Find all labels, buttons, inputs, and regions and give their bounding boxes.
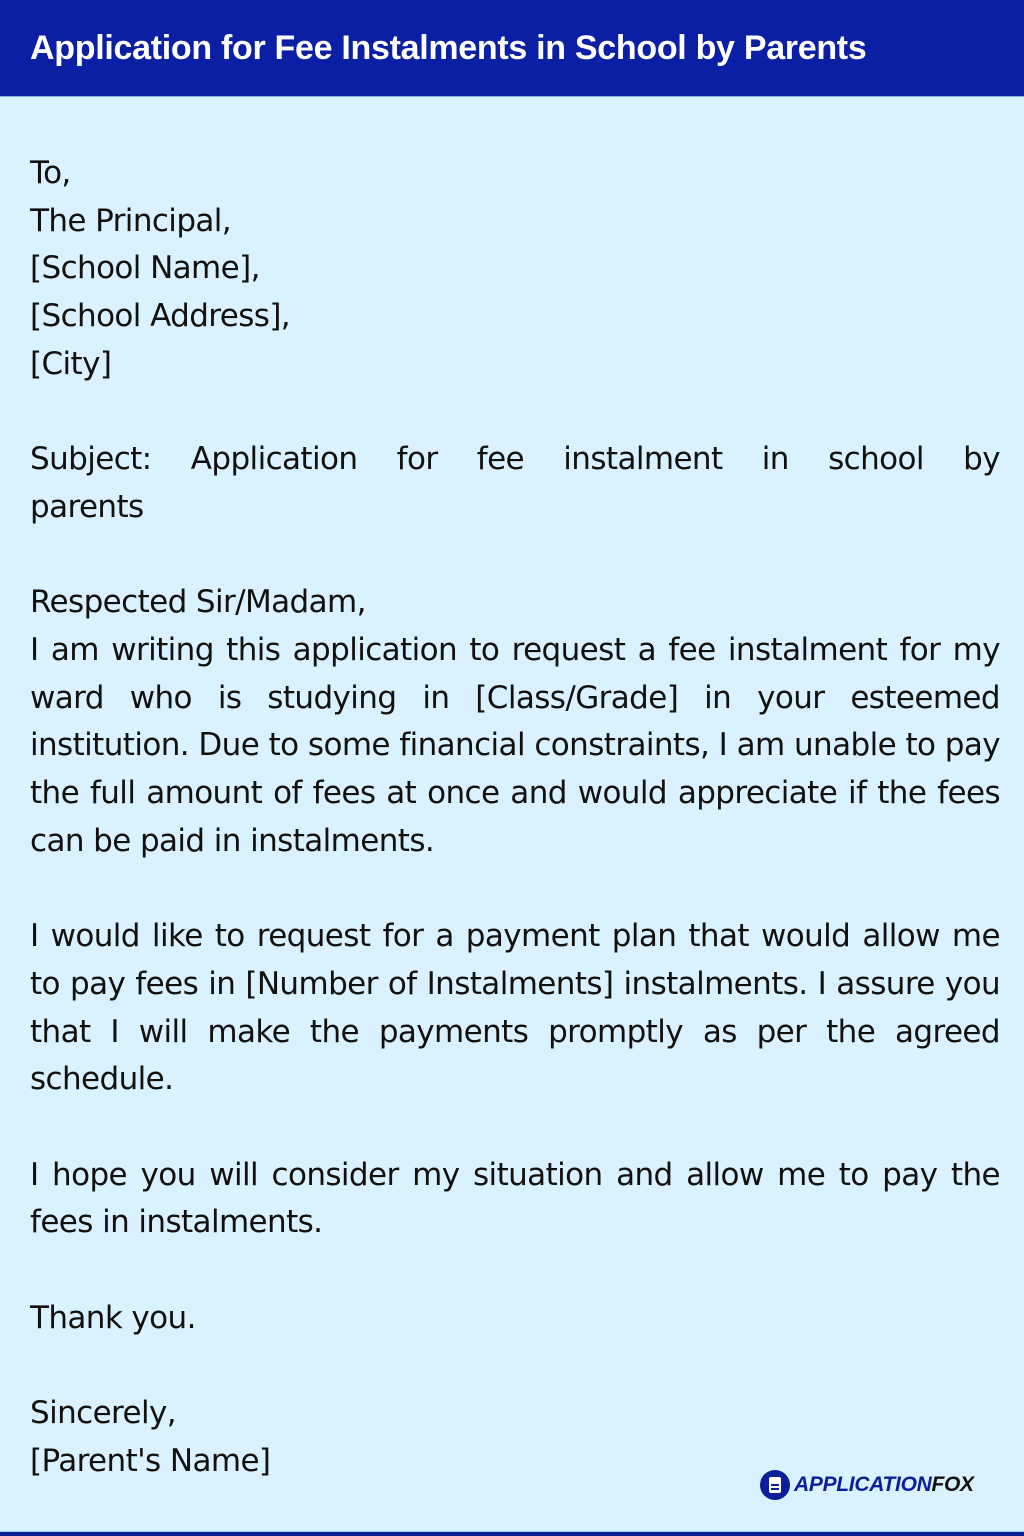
body-paragraph-3: I hope you will consider my situation and allow me to pay the fees in instalments. <box>30 1156 1000 1241</box>
address-line: [School Address], <box>30 298 291 335</box>
body-paragraph-1: I am writing this application to request a fee instalment for my ward who is studying in [Class/Grade] in your esteemed institution. Due to some financial constraints, I am unable to pay the full amount of fees at once and would appreciate if the fees can be paid in instalments. <box>30 632 1000 859</box>
address-line: The Principal, <box>30 202 232 239</box>
address-line: [City] <box>30 345 112 382</box>
spacer <box>30 532 1000 580</box>
spacer <box>30 1247 1000 1295</box>
logo-text-fox: FOX <box>931 1473 974 1496</box>
spacer <box>30 1104 1000 1152</box>
spacer <box>30 866 1000 914</box>
subject-line: Subject: Application for fee instalment in school by parents <box>30 441 1000 525</box>
bottom-border <box>0 1531 1024 1536</box>
spacer <box>30 389 1000 437</box>
closing: Sincerely, <box>30 1395 177 1432</box>
signature: [Parent's Name] <box>30 1442 271 1479</box>
body-paragraph-2: I would like to request for a payment plan that would allow me to pay fees in [Number of Instalments] instalments. I assure you that I will make the payments promptly as per the agreed schedule. <box>30 918 1000 1098</box>
salutation: Respected Sir/Madam, <box>30 584 366 621</box>
recipient-address <box>30 150 1000 389</box>
page-title: Application for Fee Instalments in School by Parents <box>30 28 867 67</box>
address-line: [School Name], <box>30 250 260 287</box>
letter-body <box>30 150 1000 1486</box>
applicationfox-logo <box>760 1470 974 1500</box>
spacer <box>30 1343 1000 1391</box>
logo-text-application: APPLICATION <box>794 1473 932 1496</box>
address-line: To, <box>30 155 71 191</box>
page-header <box>0 0 1024 97</box>
thank-you: Thank you. <box>30 1299 196 1336</box>
document-icon <box>760 1470 790 1500</box>
logo-wordmark <box>794 1473 974 1497</box>
